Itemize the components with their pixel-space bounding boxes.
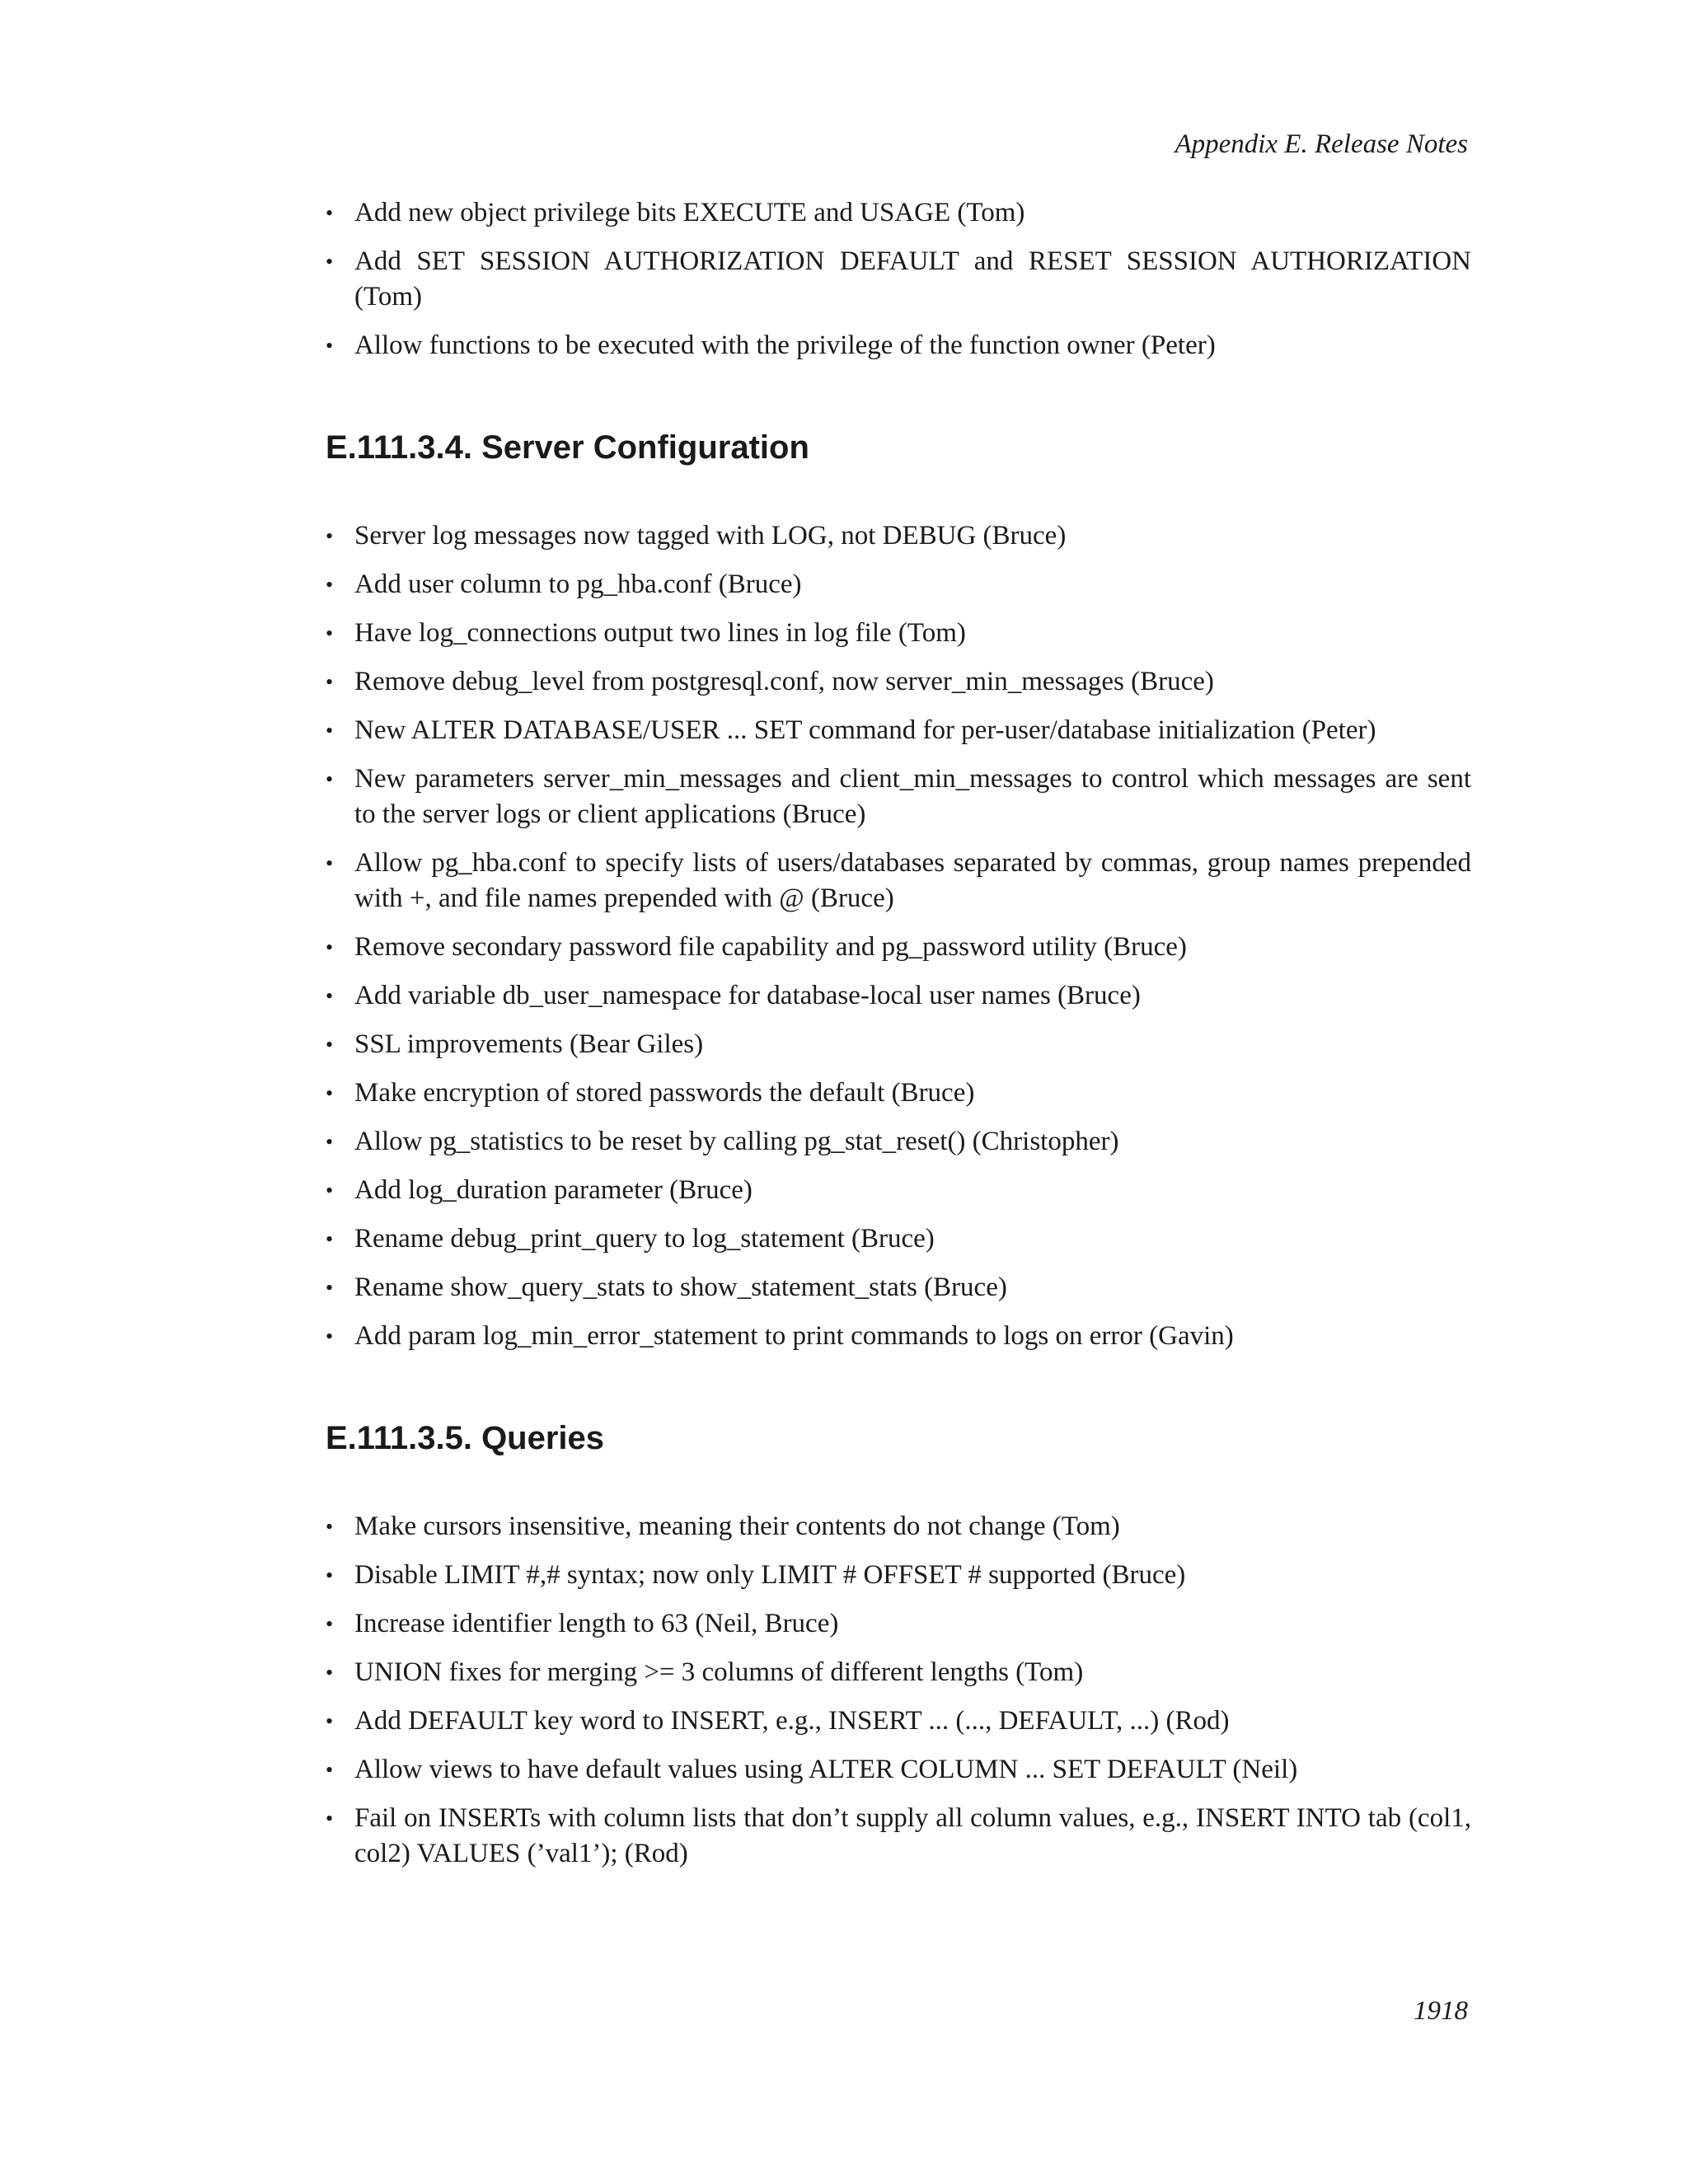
list-item: • Remove debug_level from postgresql.conf, now server_min_messages (Bruce): [326, 664, 1471, 700]
list-item: • Add new object privilege bits EXECUTE and USAGE (Tom): [326, 195, 1471, 231]
list-item: • Allow pg_hba.conf to specify lists of users/databases separated by commas, group names prepended with +, and file names prepended with @ (Bruce): [326, 846, 1471, 916]
list-item: • Rename debug_print_query to log_statement (Bruce): [326, 1221, 1471, 1257]
list-item: • Server log messages now tagged with LOG, not DEBUG (Bruce): [326, 518, 1471, 554]
server-configuration-list: [326, 518, 1471, 1354]
list-item: • Rename show_query_stats to show_statement_stats (Bruce): [326, 1270, 1471, 1305]
running-header: Appendix E. Release Notes: [1175, 129, 1468, 159]
list-item: • Add SET SESSION AUTHORIZATION DEFAULT and RESET SESSION AUTHORIZATION (Tom): [326, 244, 1471, 315]
list-item: • Fail on INSERTs with column lists that don’t supply all column values, e.g., INSERT INTO tab (col1, col2) VALUES (’val1’); (Rod): [326, 1801, 1471, 1872]
list-item: • Remove secondary password file capability and pg_password utility (Bruce): [326, 930, 1471, 965]
list-item: • Add log_duration parameter (Bruce): [326, 1173, 1471, 1208]
list-item: • Make encryption of stored passwords the default (Bruce): [326, 1076, 1471, 1111]
list-item: • New ALTER DATABASE/USER ... SET command for per-user/database initialization (Peter): [326, 713, 1471, 748]
list-item: • Increase identifier length to 63 (Neil, Bruce): [326, 1606, 1471, 1642]
list-item: • Make cursors insensitive, meaning their contents do not change (Tom): [326, 1509, 1471, 1544]
list-item: • Add variable db_user_namespace for database-local user names (Bruce): [326, 978, 1471, 1014]
list-item: • SSL improvements (Bear Giles): [326, 1027, 1471, 1062]
list-item: • Allow views to have default values using ALTER COLUMN ... SET DEFAULT (Neil): [326, 1752, 1471, 1788]
list-item: • Allow functions to be executed with the privilege of the function owner (Peter): [326, 328, 1471, 363]
section-heading-queries: E.111.3.5. Queries: [326, 1420, 605, 1456]
list-item: • Add DEFAULT key word to INSERT, e.g., INSERT ... (..., DEFAULT, ...) (Rod): [326, 1704, 1471, 1739]
list-item: • Allow pg_statistics to be reset by calling pg_stat_reset() (Christopher): [326, 1124, 1471, 1160]
page-content: [326, 195, 1471, 1885]
list-item: • Have log_connections output two lines in log file (Tom): [326, 616, 1471, 651]
section-heading-server-configuration: E.111.3.4. Server Configuration: [326, 429, 809, 466]
list-item: • Add param log_min_error_statement to print commands to logs on error (Gavin): [326, 1319, 1471, 1354]
list-item: • Disable LIMIT #,# syntax; now only LIMIT # OFFSET # supported (Bruce): [326, 1558, 1471, 1593]
page-number: 1918: [1414, 1996, 1468, 2026]
list-item: • UNION fixes for merging >= 3 columns of different lengths (Tom): [326, 1655, 1471, 1690]
list-item: • New parameters server_min_messages and client_min_messages to control which messages are sent to the server logs or client applications (Bruce): [326, 762, 1471, 832]
list-item: • Add user column to pg_hba.conf (Bruce): [326, 567, 1471, 602]
intro-list: [326, 195, 1471, 363]
queries-list: [326, 1509, 1471, 1872]
